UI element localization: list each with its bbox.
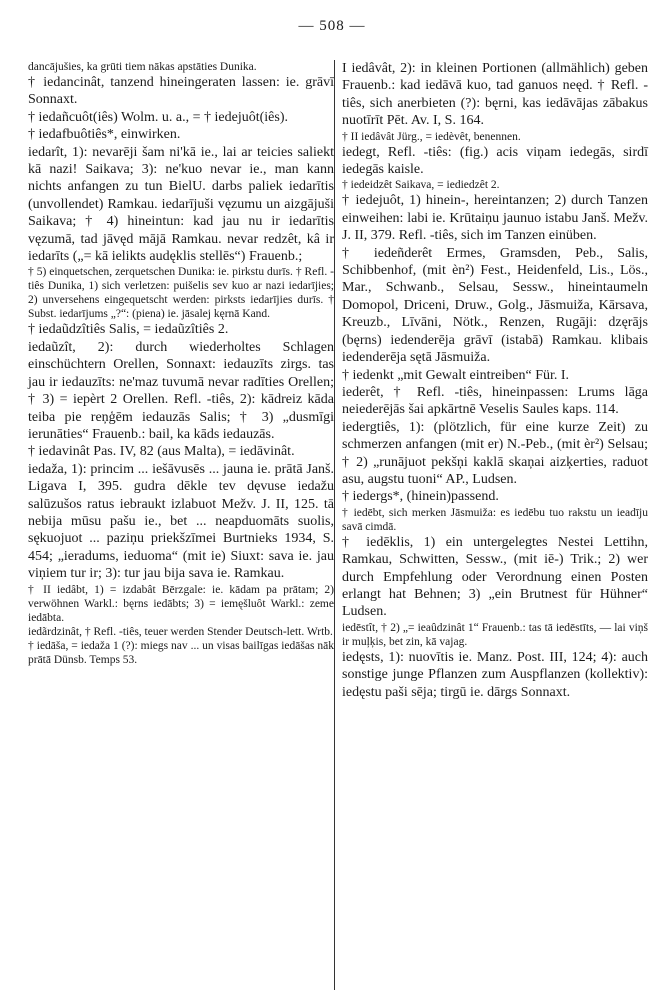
dictionary-entry: † iedañcuôt(iês) Wolm. u. a., = † iedejuôt(iês). [28, 109, 288, 125]
right-column [342, 60, 648, 701]
dictionary-entry: † iedergs*, (hinein)passend. [342, 489, 499, 505]
dictionary-entry: † iedeñderêt Ermes, Gramsden, Peb., Salis, Schibbenhof, (mit èn²) Fest., Heidenfeld, Lis., Lös., Mar., Schwanb., Selsau, Sessw., hineintaumeln Domopol, Driceni, Druw., Golg., Jāsmuiža, Kārsava, Kreuzb., Līvāni, Nötk., Renzen, Rugāji: dzęrājs (bęrns) iedenderēja grāvī (istabā) Ramkau. klibais iedenderēja sętā Jāsmuiža. [342, 245, 648, 366]
dictionary-entry: iedãrdzinât, † Refl. -tiês, teuer werden Stender Deutsch-lett. Wrtb. [28, 625, 333, 638]
left-column [28, 60, 334, 667]
dictionary-entry: † iedeidzêt Saikava, = iediedzêt 2. [342, 179, 500, 192]
dictionary-entry: iederêt, † Refl. -tiês, hineinpassen: Lrums lāga neiederējās šai apkārtnē Veselis Saules kaps. 114. [342, 384, 648, 418]
dictionary-entry: iedergtiês, 1): (plötzlich, für eine kurze Zeit) zu schmerzen anfangen (mit er) N.-Peb., (mit èr²) Selsau; † 2) „runājuot pekšņi kaklā skaņai aizķerties, raduot asu, augstu tuoni“ AP., Ludsen. [342, 419, 648, 487]
dictionary-entry: † iedancinât, tanzend hineingeraten lassen: ie. grāvī Sonnaxt. [28, 75, 334, 108]
dictionary-entry: iedegt, Refl. -tiês: (fig.) acis viņam iedegās, sirdī iedegās kaisle. [342, 144, 648, 178]
dictionary-entry: iedęsts, 1): nuovītis ie. Manz. Post. III, 124; 4): auch sonstige junge Pflanzen zum Auspflanzen (kollektiv): iedęstu paši sēja; tirgū ie. dārgs Sonnaxt. [342, 649, 648, 700]
dictionary-entry: iedarît, 1): nevarēji šam ni'kā ie., lai ar teicies saliekt kā nazi! Saikava; 3): ne'kuo nevar ie., man kann nichts anfangen zu tun BielU. darbs paliek iedarītis (unvollendet) Ramkau. iedarījuši vęzumu un aizgājuši Saikava; † 4) hineintun: kad jau nu ir iedarītis vęzumā, tad jāvęd mājā Ramkau. nevar redzêt, kâ ir iedarīts („= kā ielikts audęklis stellēs“) Frauenb.; [28, 144, 334, 265]
column-divider [334, 60, 335, 990]
dictionary-entry: iedaũzît, 2): durch wiederholtes Schlagen einschüchtern Orellen, Sonnaxt: iedauzīts zirgs. tas jau ir iedauzīts: ne'maz tuvumā nevar radīties Orellen; † 3) = iepèrt 2 Orellen. Refl. -tiês, 2): kādreiz kāda teiba pie reņģēm iedauzās Salis; † 3) „dusmīgi ierunāties“ Frauenb.: bail, ka kāds iedauzās. [28, 339, 334, 442]
dictionary-entry: † iedejuôt, 1) hinein-, hereintanzen; 2) durch Tanzen einweihen: labi ie. Krūtaiņu jaunuo istabu Janš. Mežv. J. II, 379. Refl. -tiês, sich im Tanzen einüben. [342, 193, 648, 244]
dictionary-entry: I iedâvât, 2): in kleinen Portionen (allmählich) geben Frauenb.: kad iedāvā kuo, tad ganuos neęd. † Refl. -tiês, sich anerbieten (?): bęrni, kas iedāvājas zābakus nuotīrīt Pēt. Av. I, S. 164. [342, 61, 648, 129]
dictionary-entry: † iedaũdzîtiês Salis, = iedaũzîtiês 2. [28, 322, 229, 338]
dictionary-entry: † 5) einquetschen, zerquetschen Dunika: ie. pirkstu durīs. † Refl. -tiês Dunika, 1) sich verletzen: puišelis sev kuo ar nazi iedarījies; 2) unversehens eingequetscht werden: pirksts iedarījies durīs. † Subst. iedarījums „?“: (piena) ie. jāsalej kęrnā Kand. [28, 266, 334, 321]
dictionary-entry: iedaža, 1): princim ... iešāvusēs ... jauna ie. prātā Janš. Ligava I, 395. gudra dēkle tev dęvuse iedažu salūzušos ratus iebraukt izlabuot Mežv. J. II, 125. tā nebija mūsu pašu ie., bet ... neapduomāts suolis, sękuojuot ... paziņu priekšzīmei Burtnieks 1934, S. 454; „ieradums, ieduoma“ (mit ie) Siuxt: sava ie. jau viņiem tur ir; 3): tur jau bija sava ie. Ramkau. [28, 461, 334, 582]
dictionary-entry: iedēstît, † 2) „= ieaûdzinât 1“ Frauenb.: tas tā iedēstīts, — lai viņš ir muļķis, bet zin, kā vajag. [342, 621, 648, 648]
dictionary-entry: † II iedâbt, 1) = izdabât Bērzgale: ie. kādam pa prātam; 2) verwöhnen Warkl.: bęrns iedābts; 3) = iemęšluôt Warkl.: zeme iedābta. [28, 583, 334, 624]
dictionary-entry: † II iedâvât Jürg., = iedèvêt, benennen. [342, 130, 521, 143]
dictionary-entry: † iedafbuôtiês*, einwirken. [28, 127, 181, 143]
dictionary-entry: † iedavinât Pas. IV, 82 (aus Malta), = iedāvinât. [28, 444, 295, 460]
dictionary-entry: † iedēbt, sich merken Jāsmuiža: es iedēbu tuo rakstu un ieadīju savā cimdā. [342, 506, 648, 533]
dictionary-entry: † iedenkt „mit Gewalt eintreiben“ Für. I. [342, 367, 570, 383]
dictionary-entry: dancājušies, ka grūti tiem nākas apstāties Dunika. [28, 61, 257, 73]
dictionary-entry: † iedēklis, 1) ein untergelegtes Nestei Lettihn, Ramkau, Schwitten, Sessw., (mit iē-) Trik.; 2) wer durch Empfehlung oder Verordnung einen Posten erlangt hat Behnen; 3) „ein Brutnest für Hühner“ Ludsen. [342, 534, 648, 620]
page-number: — 508 — [298, 18, 366, 34]
dictionary-entry: † iedāša, = iedaža 1 (?): miegs nav ... un visas bailīgas iedāšas nāk prātā Dünsb. Temps 53. [28, 639, 334, 666]
